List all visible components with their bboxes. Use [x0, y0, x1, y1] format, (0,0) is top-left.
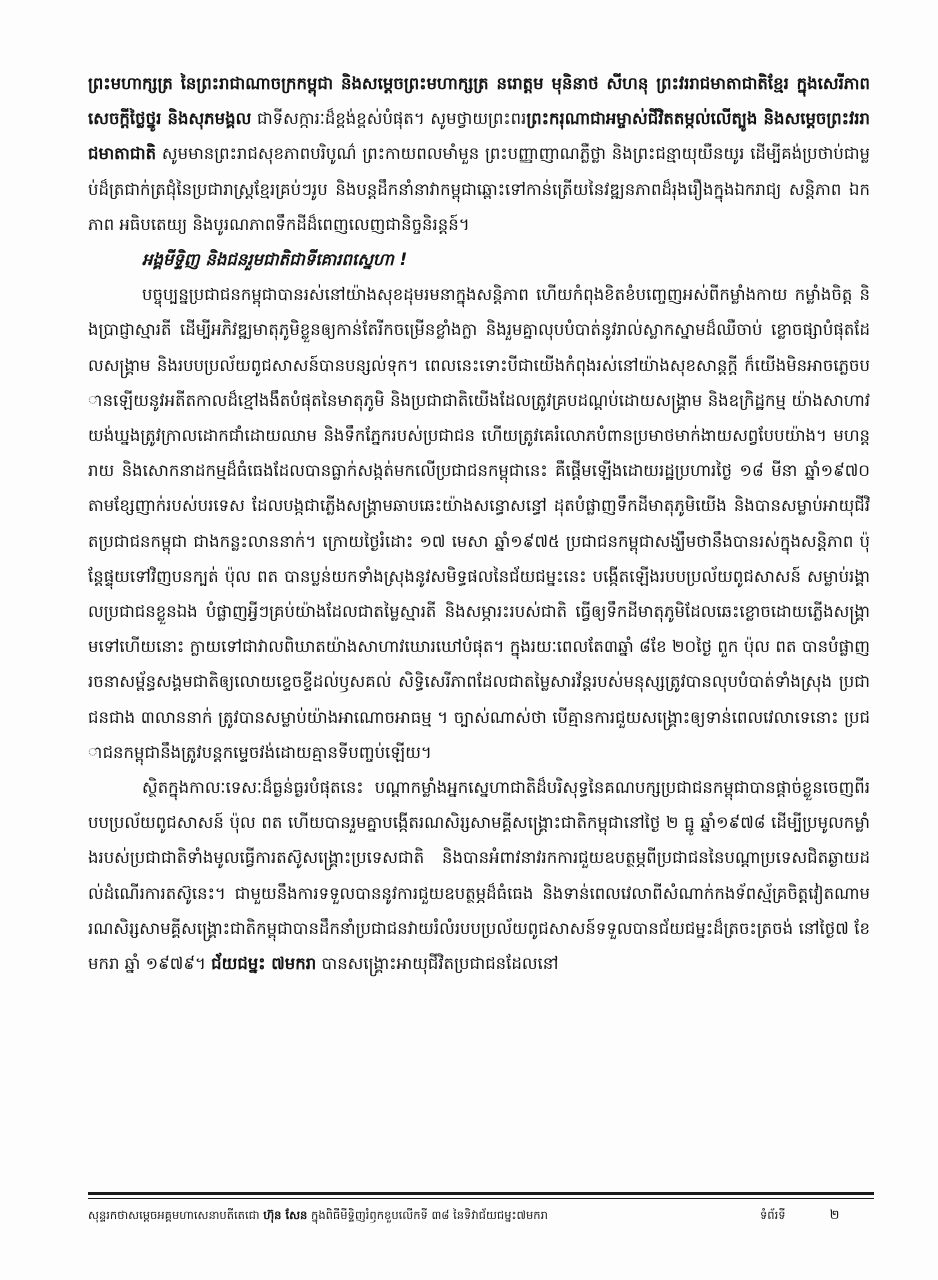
footer-divider-thick — [88, 1192, 874, 1195]
page-number: ២ — [829, 1208, 840, 1223]
page-label: ទំព័រទី — [760, 1208, 786, 1222]
footer-caption — [88, 1204, 688, 1226]
history-paragraph: បច្ចុប្បន្នប្រជាជនកម្ពុជាបានរស់នៅយ៉ាងសុខដុមរមនាក្នុងសន្តិភាព ហើយកំពុងខិតខំបញ្ចេញអស់ពីកម្លាំងកាយ កម្លាំងចិត្ត និងប្រាជ្ញាស្មារតី ដើម្បីអភិវឌ្ឍមាតុភូមិខ្លួនឲ្យកាន់តែរីកចម្រើនខ្លាំងក្លា និងរួមគ្នាលុបបំបាត់នូវរាល់ស្លាកស្នាមដ៏ឈឺចាប់ ខ្លោចផ្សាបំផុតដែលសង្គ្រាម និងរបបប្រល័យពូជសាសន៍បានបន្សល់ទុក។ ពេលនេះទោះបីជាយើងកំពុងរស់នៅយ៉ាងសុខសាន្តក្តី ក៏យើងមិនអាចភ្លេចបានឡើយនូវអតីតកាលដ៏ខ្មៅងងឹតបំផុតនៃមាតុភូមិ និងប្រជាជាតិយើងដែលត្រូវគ្របដណ្តប់ដោយសង្គ្រាម និងឧក្រិដ្ឋកម្ម យ៉ាងសាហាវយង់ឃ្នងត្រូវក្រាលដោកជាំដោយឈាម និងទឹកភ្នែករបស់ប្រជាជន ហើយត្រូវគេរំលោភបំពានប្រមាថមាក់ងាយសព្វបែបយ៉ាង។ មហន្តរាយ និងសោកនាដកម្មដ៏ធំធេងដែលបានធ្លាក់សង្កត់មកលើប្រជាជនកម្ពុជានេះ គឺផ្តើមឡើងដោយរដ្ឋប្រហារថ្ងៃ ១៨ មីនា ឆ្នាំ១៩៧០ តាមខ្សែញាក់របស់បរទេស ដែលបង្កជាភ្លើងសង្គ្រាមឆាបឆេះយ៉ាងសន្ធោសន្ធៅ ដុតបំផ្លាញទឹកដីមាតុភូមិយើង និងបានសម្លាប់អាយុជីវិតប្រជាជនកម្ពុជា ជាងកន្លះលាននាក់។ ក្រោយថ្ងៃរំដោះ ១៧ មេសា ឆ្នាំ១៩៧៥ ប្រជាជនកម្ពុជាសង្ឃឹមថានឹងបានរស់ក្នុងសន្តិភាព ប៉ុន្តែផ្ទុយទៅវិញបនក្បត់ ប៉ុល ពត បានប្លន់យកទាំងស្រុងនូវសមិទ្ធផលនៃជ័យជម្នះនេះ បង្កើតឡើងរបបប្រល័យពូជសាសន៍ សម្លាប់រង្គាលប្រជាជនខ្លួនឯង បំផ្លាញអ្វីៗគ្រប់យ៉ាងដែលជាតម្លៃស្មារតី និងសម្ភារះរបស់ជាតិ ធ្វើឲ្យទឹកដីមាតុភូមិដែលឆេះខ្លោចដោយភ្លើងសង្គ្រាមទៅហើយនោះ ក្លាយទៅជាវាលពិឃាតយ៉ាងសាហាវឃោរឃៅបំផុត។ ក្នុងរយៈពេលតែ៣ឆ្នាំ ៨ខែ ២០ថ្ងៃ ពួក ប៉ុល ពត បានបំផ្លាញរចនាសម្ព័ន្ធសង្គមជាតិឲ្យលោយខ្ទេចខ្ទីដល់ឫសគល់ សិទ្ធិសេរីភាពដែលជាតម្លៃសារវ័ន្តរបស់មនុស្សត្រូវបានលុបបំបាត់ទាំងស្រុង ប្រជាជនជាង ៣លាននាក់ ត្រូវបានសម្លាប់យ៉ាងអាណោចអាធម្ម ។ ច្បាស់ណាស់ថា បើគ្មានការជួយសង្គ្រោះឲ្យទាន់ពេលវេលាទេនោះ ប្រជាជនកម្ពុជានឹងត្រូវបន្តកម្ទេចវង់ដោយគ្មានទីបញ្ចប់ឡើយ។ — [88, 285, 870, 762]
royal-titles-text: ព្រះមហាក្សត្រ នៃព្រះរាជាណាចក្រកម្ពុជា និងសម្តេចព្រះមហាក្សត្រ នរោត្តម មុនិនាថ សីហនុ ព្រះវររាជមាតាជាតិខ្មែរ ក្នុងសេរីភាព សេចក្តីថ្លៃថ្នូរ និងសុភមង្គល — [88, 74, 870, 129]
salutation-heading: អង្គមីទ្ទិញ និងជនរួមជាតិជាទីគោរពស្នេហា ! — [142, 250, 408, 270]
footer-caption-a: សុន្ទរកថាសម្តេចអគ្គមហាសេនាបតីតេជោ — [88, 1208, 264, 1222]
footer-caption-b: ក្នុងពិធីមីទ្ទិញរំឭកខួបលើកទី ៣៨ នៃទិវាជ័យជម្នះ៧មករា — [307, 1208, 548, 1222]
footer-divider-thin — [88, 1198, 874, 1199]
document-body — [88, 66, 870, 1176]
intro-text-b: សូមមានព្រះរាជសុខភាពបរិបូណ៌ ព្រះកាយពលមាំមួន ព្រះបញ្ញាញាណភ្លឺថ្លា និងព្រះជន្មាយុយឺនយូរ ដើម្បីគង់ប្រថាប់ជាម្លប់ដ៏ត្រជាក់ត្រជុំនៃប្រជារាស្ត្រខ្មែរគ្រប់ៗរូប និងបន្តដឹកនាំនាវាកម្ពុជាឆ្ពោះទៅកាន់ត្រើយនៃវឌ្ឍនភាពដ៏រុងរឿងក្នុងឯករាជ្យ សន្តិភាព ឯកភាព អធិបតេយ្យ និងបូរណភាពទឹកដីដ៏ពេញលេញជានិច្ចនិរន្តន៍។ — [88, 144, 870, 234]
liberation-text-a: ស្ថិតក្នុងកាលៈទេសៈដ៏ធ្ងន់ធ្ងរបំផុតនេះ បណ្តាកម្លាំងអ្នកស្នេហាជាតិដ៏បរិសុទ្ធនៃគណបក្សប្រជាជនកម្ពុជាបានផ្តាច់ខ្លួនចេញពីរបបប្រល័យពូជសាសន៍ ប៉ុល ពត ហើយបានរួមគ្នាបង្កើតរណសិរ្សសាមគ្គីសង្គ្រោះជាតិកម្ពុជានៅថ្ងៃ ២ ធ្នូ ឆ្នាំ១៩៧៨ ដើម្បីប្រមូលកម្លាំងរបស់ប្រជាជាតិទាំងមូលធ្វើការតស៊ូសង្គ្រោះប្រទេសជាតិ និងបានអំពាវនាវរកការជួយឧបត្ថម្ភពីប្រជាជននៃបណ្តាប្រទេសជិតឆ្ងាយដល់ដំណើរការតស៊ូនេះ។ ជាមួយនឹងការទទួលបាននូវការជួយឧបត្ថម្ភដ៏ធំធេង និងទាន់ពេលវេលាពីសំណាក់កងទ័ពស្ម័គ្រចិត្តវៀតណាម រណសិរ្សសាមគ្គីសង្គ្រោះជាតិកម្ពុជាបានដឹកនាំប្រជាជនវាយរំលំរបបប្រល័យពូជសាសន៍ទទួលបានជ័យជម្នះដ៏ត្រចះត្រចង់ នៅថ្ងៃ៧ ខែមករា ឆ្នាំ ១៩៧៩។ — [88, 778, 870, 974]
page-indicator — [760, 1204, 876, 1226]
intro-text-a: ជាទីសក្ការៈដ៏ខ្ពង់ខ្ពស់បំផុត។ សូមថ្វាយព្រះពរ — [251, 109, 527, 129]
footer-speaker-name: ហ៊ុន សែន — [263, 1208, 308, 1222]
royal-blessing-text: ព្រះករុណាជាអម្ចាស់ជីវិតតម្កល់លើត្បូង និងសម្តេចព្រះវររាជមាតាជាតិ — [88, 109, 870, 164]
liberation-paragraph — [88, 770, 870, 981]
victory-day-text: ជ័យជម្នះ ៧មករា — [211, 954, 317, 974]
intro-paragraph — [88, 66, 870, 242]
liberation-text-b: បានសង្គ្រោះអាយុជីវិតប្រជាជនដែលនៅ — [316, 954, 559, 974]
